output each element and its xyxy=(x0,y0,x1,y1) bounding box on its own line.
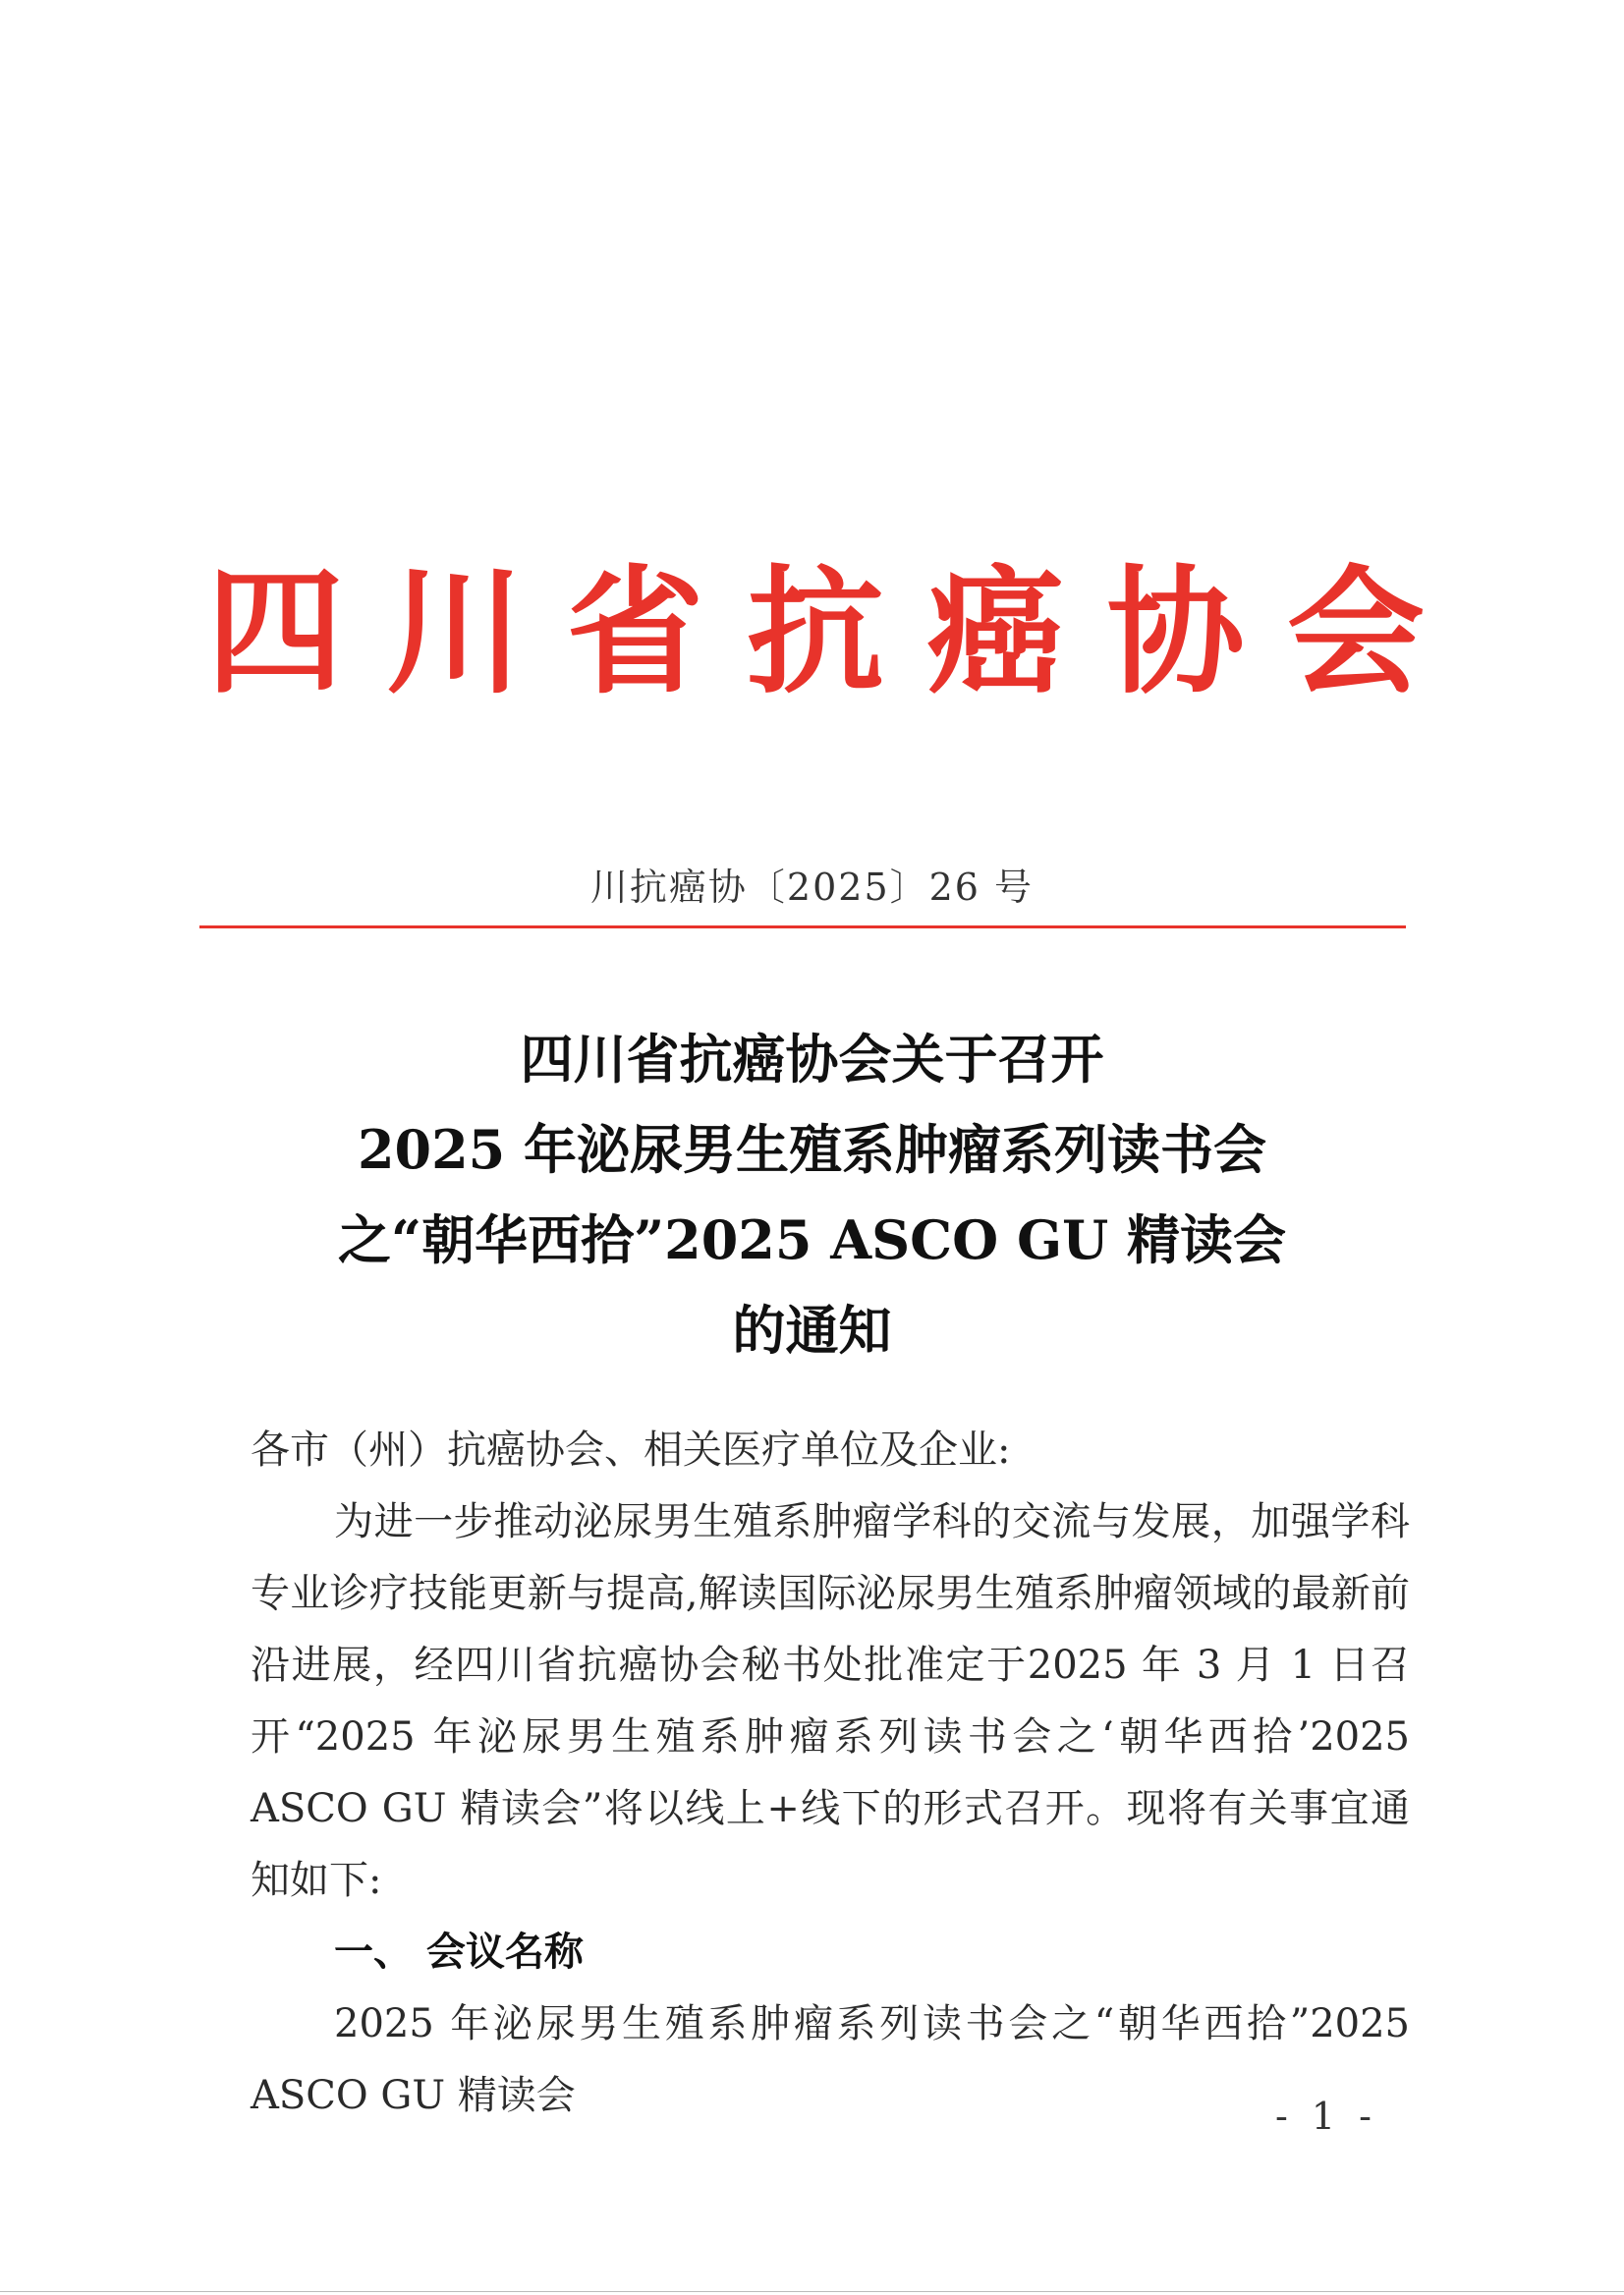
org-header-char: 癌 xyxy=(926,553,1065,713)
document-title xyxy=(0,1014,1624,1375)
salutation: 各市（州）抗癌协会、相关医疗单位及企业: xyxy=(251,1427,1011,1473)
body-paragraph: 为进一步推动泌尿男生殖系肿瘤学科的交流与发展，加强学科专业诊疗技能更新与提高,解读国际泌尿男生殖系肿瘤领域的最新前沿进展，经四川省抗癌协会秘书处批准定于2025 年 3 月 1 日召开“2025 年泌尿男生殖系肿瘤系列读书会之‘朝华西拾’2025 ASCO GU 精读会”将以线上+线下的形式召开。现将有关事宜通知如下: xyxy=(251,1499,1410,1903)
org-header-char: 四 xyxy=(206,553,345,713)
document-number: 川抗癌协〔2025〕26 号 xyxy=(589,866,1035,909)
org-header-char: 协 xyxy=(1106,553,1245,713)
page-number: - 1 - xyxy=(1274,2095,1377,2138)
section-text: 2025 年泌尿男生殖系肿瘤系列读书会之“朝华西拾”2025 ASCO GU 精读会 xyxy=(251,2001,1410,2118)
page-bottom-edge xyxy=(0,2291,1624,2292)
header-divider xyxy=(199,925,1406,928)
title-line: 2025 年泌尿男生殖系肿瘤系列读书会 xyxy=(357,1118,1267,1181)
org-header-char: 抗 xyxy=(746,553,884,713)
org-header-char: 会 xyxy=(1286,553,1425,713)
organization-header xyxy=(206,555,1425,712)
title-line: 之“朝华西拾”2025 ASCO GU 精读会 xyxy=(338,1208,1286,1271)
org-header-char: 川 xyxy=(386,553,525,713)
section-heading: 一、 会议名称 xyxy=(334,1930,584,1975)
document-body xyxy=(251,1415,1410,2132)
title-line: 的通知 xyxy=(732,1299,892,1362)
org-header-char: 省 xyxy=(566,553,704,713)
title-line: 四川省抗癌协会关于召开 xyxy=(520,1028,1104,1091)
